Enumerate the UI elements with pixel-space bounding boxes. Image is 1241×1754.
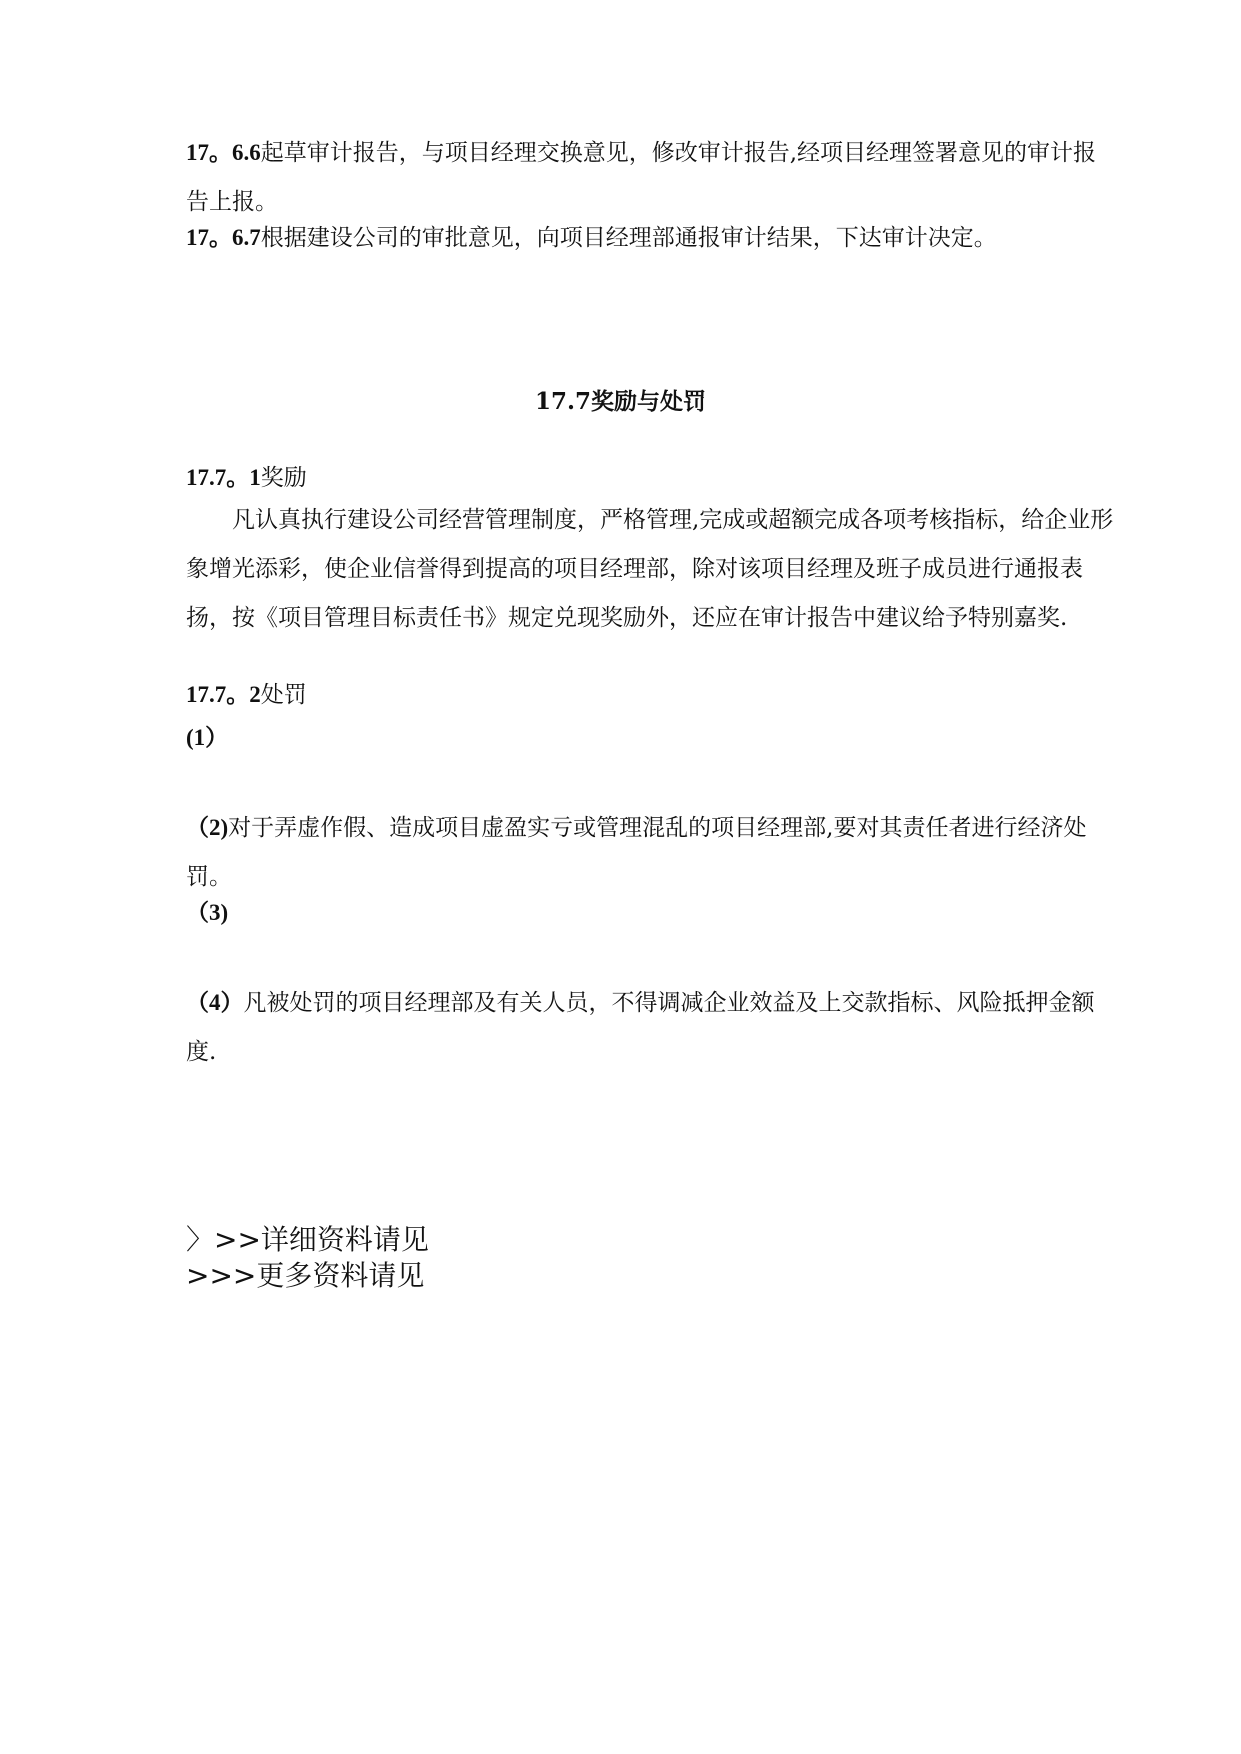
item-text: 凡被处罚的项目经理部及有关人员，不得调减企业效益及上交款指标、风险抵押金额度. (186, 990, 1095, 1065)
section-heading: 17.7奖励与处罚 (534, 388, 707, 415)
subsection-number: 17.7。1 (186, 465, 261, 490)
item-number: （4） (186, 990, 244, 1015)
paragraph-17-6-7 (186, 213, 1118, 263)
penalty-item-3 (186, 888, 1118, 938)
subsection-title: 处罚 (260, 682, 307, 708)
detail-link[interactable]: 〉>>详细资料请见 (186, 1223, 429, 1256)
item-number: 17。6.6 (186, 140, 261, 165)
item-text: 对于弄虚作假、造成项目虚盈实亏或管理混乱的项目经理部,要对其责任者进行经济处罚。 (186, 815, 1087, 890)
subsection-title: 奖励 (260, 465, 307, 491)
item-text: 根据建设公司的审批意见，向项目经理部通报审计结果，下达审计决定。 (260, 225, 997, 251)
penalty-item-4 (186, 978, 1118, 1077)
reward-body: 凡认真执行建设公司经营管理制度，严格管理,完成或超额完成各项考核指标，给企业形象增光添彩，使企业信誉得到提高的项目经理部，除对该项目经理及班子成员进行通报表扬，按《项目管理目标责任书》规定兑现奖励外，还应在审计报告中建议给予特别嘉奖. (186, 507, 1114, 631)
item-number: （3) (186, 900, 229, 925)
item-text: 起草审计报告，与项目经理交换意见，修改审计报告,经项目经理签署意见的审计报告上报。 (186, 140, 1097, 215)
item-number: 17。6.7 (186, 225, 261, 250)
item-number: (1） (186, 725, 229, 750)
penalty-item-1 (186, 713, 1118, 763)
subsection-number: 17.7。2 (186, 682, 261, 707)
item-number: （2) (186, 815, 229, 840)
more-link[interactable]: >>>更多资料请见 (186, 1259, 425, 1292)
